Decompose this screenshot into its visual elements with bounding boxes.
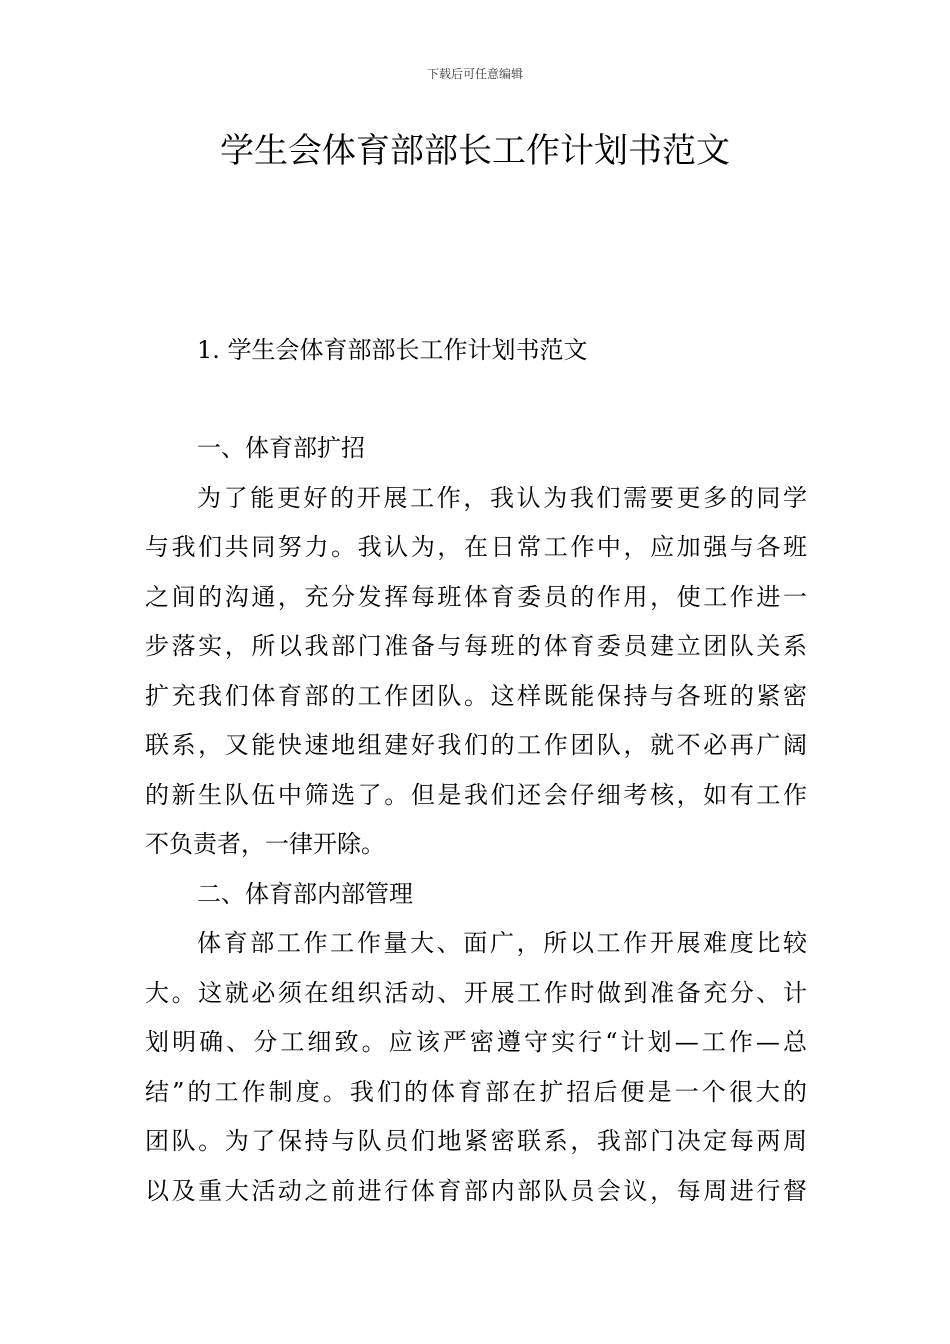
paragraph-line: 为了能更好的开展工作，我认为我们需要更多的同学 — [197, 483, 807, 512]
paragraph-line: 与我们共同努力。我认为，在日常工作中，应加强与各班 — [145, 533, 807, 561]
paragraph-line: 联系，又能快速地组建好我们的工作团队，就不必再广阔 — [145, 731, 807, 759]
paragraph-line: 的新生队伍中筛选了。但是我们还会仔细考核，如有工作 — [145, 780, 807, 809]
paragraph-line: 结”的工作制度。我们的体育部在扩招后便是一个很大的 — [145, 1077, 807, 1106]
document-title: 学生会体育部部长工作计划书范文 — [220, 131, 730, 171]
paragraph-line: 之间的沟通，充分发挥每班体育委员的作用，使工作进一 — [145, 582, 807, 611]
heading-section-two: 二、体育部内部管理 — [197, 879, 413, 908]
paragraph-line: 大。这就必须在组织活动、开展工作时做到准备充分、计 — [145, 978, 807, 1007]
paragraph-line: 步落实，所以我部门准备与每班的体育委员建立团队关系 — [145, 632, 807, 660]
document-body — [145, 424, 807, 1216]
paragraph-line: 划明确、分工细致。应该严密遵守实行“计划—工作—总 — [145, 1028, 807, 1056]
paragraph-line: 团队。为了保持与队员们地紧密联系，我部门决定每两周 — [145, 1127, 807, 1155]
paragraph-line: 扩充我们体育部的工作团队。这样既能保持与各班的紧密 — [145, 681, 807, 710]
paragraph-line: 以及重大活动之前进行体育部内部队员会议，每周进行督 — [145, 1176, 807, 1205]
paragraph-line: 体育部工作工作量大、面广，所以工作开展难度比较 — [197, 929, 807, 957]
heading-section-one: 一、体育部扩招 — [197, 434, 365, 462]
page-header-note: 下载后可任意编辑 — [426, 67, 523, 81]
section-label: 1. 学生会体育部部长工作计划书范文 — [197, 336, 588, 364]
paragraph-line: 不负责者，一律开除。 — [145, 830, 385, 858]
